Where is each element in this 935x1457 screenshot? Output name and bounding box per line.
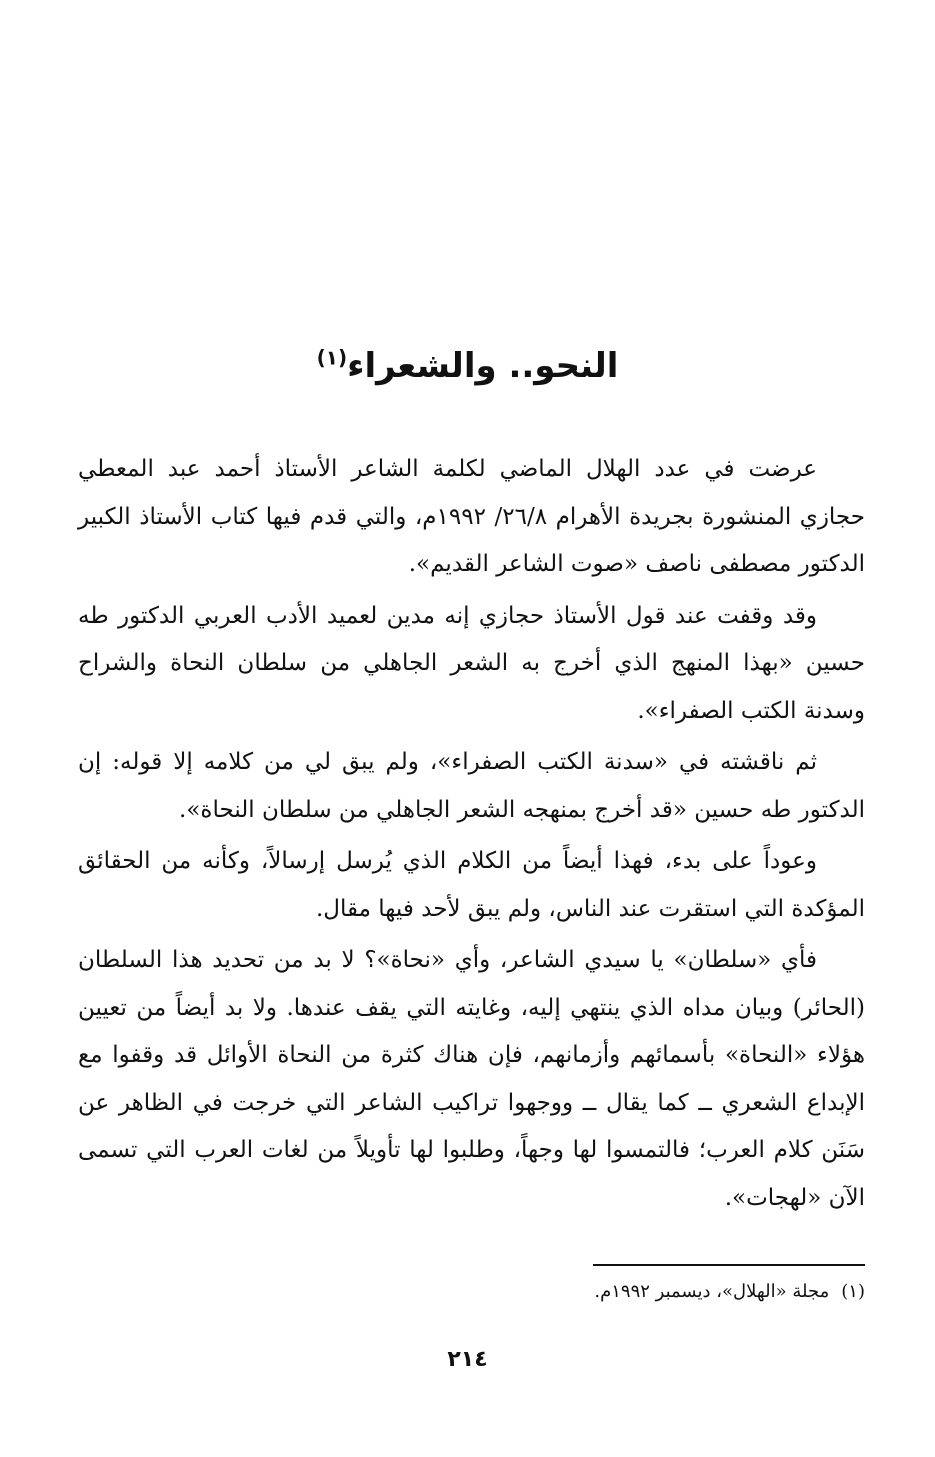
footnote bbox=[78, 1278, 865, 1306]
body-text bbox=[78, 446, 865, 1222]
paragraph-text: وقد وقفت عند قول الأستاذ حجازي إنه مدين لعميد الأدب العربي الدكتور طه حسين «بهذا المنهج الذي أخرج به الشعر الجاهلي من سلطان النحاة والشراح وسدنة الكتب الصفراء». bbox=[78, 602, 865, 724]
chapter-title bbox=[0, 341, 935, 391]
chapter-title-text: النحو.. والشعراء bbox=[347, 345, 619, 386]
paragraph-2 bbox=[78, 593, 865, 736]
paragraph-5 bbox=[78, 937, 865, 1222]
footnote-number: (١) bbox=[841, 1281, 865, 1302]
paragraph-text: فأي «سلطان» يا سيدي الشاعر، وأي «نحاة»؟ لا بد من تحديد هذا السلطان (الحائر) وبيان مداه الذي ينتهي إليه، وغايته التي يقف عندها. ولا بد أيضاً من تعيين هؤلاء «النحاة» بأسمائهم وأزمانهم، فإن هناك كثرة من النحاة الأوائل قد وقفوا مع الإبداع الشعري ــ كما يقال ــ ووجهوا تراكيب الشاعر التي خرجت في الظاهر عن سَنَن كلام العرب؛ فالتمسوا لها وجهاً، وطلبوا لها تأويلاً من لغات العرب التي تسمى الآن «لهجات». bbox=[78, 947, 865, 1211]
paragraph-3 bbox=[78, 739, 865, 834]
title-footnote-marker: (١) bbox=[316, 345, 348, 370]
page-number: ٢١٤ bbox=[447, 1347, 488, 1372]
paragraph-4 bbox=[78, 838, 865, 933]
paragraph-1 bbox=[78, 446, 865, 589]
footnote-text: مجلة «الهلال»، ديسمبر ١٩٩٢م. bbox=[594, 1281, 830, 1302]
footnote-divider bbox=[593, 1264, 865, 1266]
paragraph-text: ثم ناقشته في «سدنة الكتب الصفراء»، ولم يبق لي من كلامه إلا قوله: إن الدكتور طه حسين «قد أخرج بمنهجه الشعر الجاهلي من سلطان النحاة». bbox=[78, 749, 865, 823]
paragraph-text: وعوداً على بدء، فهذا أيضاً من الكلام الذي يُرسل إرسالاً، وكأنه من الحقائق المؤكدة التي استقرت عند الناس، ولم يبق لأحد فيها مقال. bbox=[78, 848, 865, 922]
paragraph-text: عرضت في عدد الهلال الماضي لكلمة الشاعر الأستاذ أحمد عبد المعطي حجازي المنشورة بجريدة الأهرام ٢٦/٨/ ١٩٩٢م، والتي قدم فيها كتاب الأستاذ الكبير الدكتور مصطفى ناصف «صوت الشاعر القديم». bbox=[78, 456, 865, 577]
